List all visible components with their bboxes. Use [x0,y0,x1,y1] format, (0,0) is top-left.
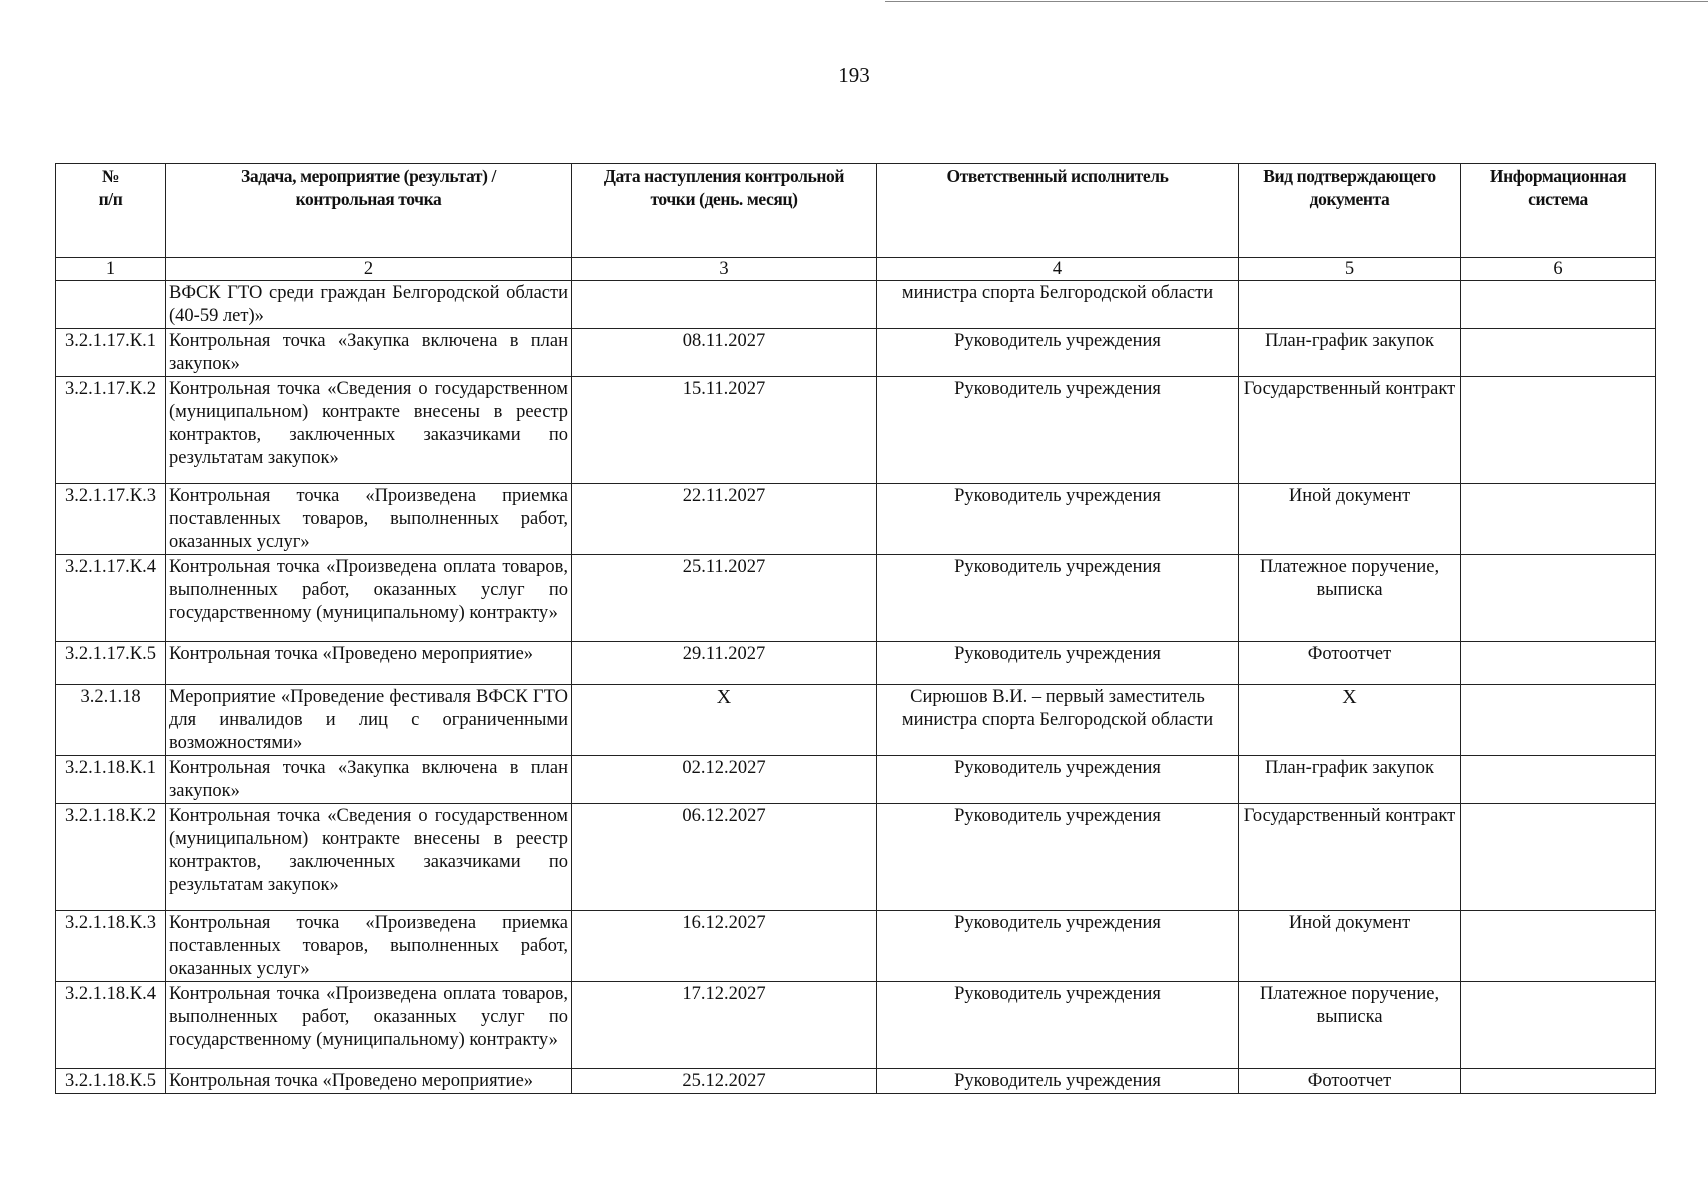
row-document: Фотоотчет [1239,1069,1461,1094]
row-document: Государственный контракт [1239,804,1461,911]
row-date: 17.12.2027 [572,982,877,1069]
row-number: 3.2.1.18 [56,685,166,756]
header-document [1239,164,1461,258]
control-points-table [55,163,1656,1094]
row-document: Платежное поручение, выписка [1239,982,1461,1069]
table-row [56,804,1656,911]
header-task-text: Задача, мероприятие (результат) / контрольная точка [241,166,496,209]
row-system [1461,982,1656,1069]
row-task: Контрольная точка «Проведено мероприятие» [166,642,572,685]
header-task [166,164,572,258]
header-document-text: Вид подтверждающего документа [1263,166,1436,209]
row-task: Контрольная точка «Закупка включена в план закупок» [166,756,572,804]
table-row [56,1069,1656,1094]
table-row [56,555,1656,642]
row-date: 29.11.2027 [572,642,877,685]
table-row [56,484,1656,555]
row-number: 3.2.1.18.К.3 [56,911,166,982]
column-number-row [56,258,1656,281]
page-number: 193 [838,63,870,87]
column-number-3: 3 [572,258,877,281]
row-task: ВФСК ГТО среди граждан Белгородской области (40-59 лет)» [166,281,572,329]
row-date [572,281,877,329]
row-responsible: Руководитель учреждения [877,642,1239,685]
row-system [1461,642,1656,685]
row-system [1461,555,1656,642]
table-row [56,685,1656,756]
row-responsible: Руководитель учреждения [877,329,1239,377]
row-number: 3.2.1.18.К.2 [56,804,166,911]
row-responsible: министра спорта Белгородской области [877,281,1239,329]
row-number: 3.2.1.18.К.4 [56,982,166,1069]
row-document: Фотоотчет [1239,642,1461,685]
row-system [1461,281,1656,329]
header-date [572,164,877,258]
header-system [1461,164,1656,258]
row-task: Контрольная точка «Закупка включена в план закупок» [166,329,572,377]
table-row [56,642,1656,685]
column-number-5: 5 [1239,258,1461,281]
row-date: 25.11.2027 [572,555,877,642]
row-task: Контрольная точка «Произведена оплата товаров, выполненных работ, оказанных услуг по государственному (муниципальному) контракту» [166,555,572,642]
table-row [56,377,1656,484]
header-responsible-text: Ответственный исполнитель [946,166,1169,186]
row-number: 3.2.1.17.К.2 [56,377,166,484]
header-row [56,164,1656,258]
row-task: Контрольная точка «Сведения о государственном (муниципальном) контракте внесены в реестр контрактов, заключенных заказчиками по результатам закупок» [166,377,572,484]
row-responsible: Руководитель учреждения [877,982,1239,1069]
row-document: Государственный контракт [1239,377,1461,484]
table-row [56,982,1656,1069]
header-number-text: № п/п [98,166,123,209]
row-date: 25.12.2027 [572,1069,877,1094]
row-system [1461,484,1656,555]
row-document [1239,281,1461,329]
table-row [56,911,1656,982]
row-document: Иной документ [1239,911,1461,982]
row-task: Мероприятие «Проведение фестиваля ВФСК ГТО для инвалидов и лиц с ограниченными возможностями» [166,685,572,756]
header-system-text: Информационная система [1489,166,1627,209]
row-responsible: Руководитель учреждения [877,911,1239,982]
row-date: 22.11.2027 [572,484,877,555]
row-number: 3.2.1.18.К.5 [56,1069,166,1094]
top-rule [885,1,1708,2]
row-responsible: Руководитель учреждения [877,1069,1239,1094]
row-system [1461,804,1656,911]
row-document: Платежное поручение, выписка [1239,555,1461,642]
column-number-4: 4 [877,258,1239,281]
row-number: 3.2.1.17.К.4 [56,555,166,642]
column-number-6: 6 [1461,258,1656,281]
row-system [1461,685,1656,756]
row-responsible: Руководитель учреждения [877,555,1239,642]
row-document: Иной документ [1239,484,1461,555]
column-number-2: 2 [166,258,572,281]
row-number: 3.2.1.17.К.3 [56,484,166,555]
row-responsible: Руководитель учреждения [877,377,1239,484]
row-system [1461,911,1656,982]
row-number: 3.2.1.17.К.1 [56,329,166,377]
row-date: 15.11.2027 [572,377,877,484]
row-system [1461,377,1656,484]
row-number: 3.2.1.17.К.5 [56,642,166,685]
header-date-text: Дата наступления контрольной точки (день. месяц) [603,166,845,209]
row-number: 3.2.1.18.К.1 [56,756,166,804]
row-system [1461,756,1656,804]
header-number [56,164,166,258]
row-responsible: Руководитель учреждения [877,484,1239,555]
header-responsible [877,164,1239,258]
row-system [1461,1069,1656,1094]
row-task: Контрольная точка «Произведена приемка поставленных товаров, выполненных работ, оказанных услуг» [166,911,572,982]
row-number [56,281,166,329]
table-row [56,329,1656,377]
row-task: Контрольная точка «Сведения о государственном (муниципальном) контракте внесены в реестр контрактов, заключенных заказчиками по результатам закупок» [166,804,572,911]
row-system [1461,329,1656,377]
row-document: План-график закупок [1239,329,1461,377]
row-task: Контрольная точка «Произведена приемка поставленных товаров, выполненных работ, оказанных услуг» [166,484,572,555]
row-task: Контрольная точка «Произведена оплата товаров, выполненных работ, оказанных услуг по государственному (муниципальному) контракту» [166,982,572,1069]
row-document: План-график закупок [1239,756,1461,804]
row-task: Контрольная точка «Проведено мероприятие» [166,1069,572,1094]
table-row [56,756,1656,804]
row-responsible: Сирюшов В.И. – первый заместитель министра спорта Белгородской области [877,685,1239,756]
column-number-1: 1 [56,258,166,281]
row-date: 08.11.2027 [572,329,877,377]
row-responsible: Руководитель учреждения [877,804,1239,911]
row-date: 02.12.2027 [572,756,877,804]
row-responsible: Руководитель учреждения [877,756,1239,804]
row-document: Х [1239,685,1461,756]
row-date: Х [572,685,877,756]
table-row [56,281,1656,329]
row-date: 06.12.2027 [572,804,877,911]
row-date: 16.12.2027 [572,911,877,982]
